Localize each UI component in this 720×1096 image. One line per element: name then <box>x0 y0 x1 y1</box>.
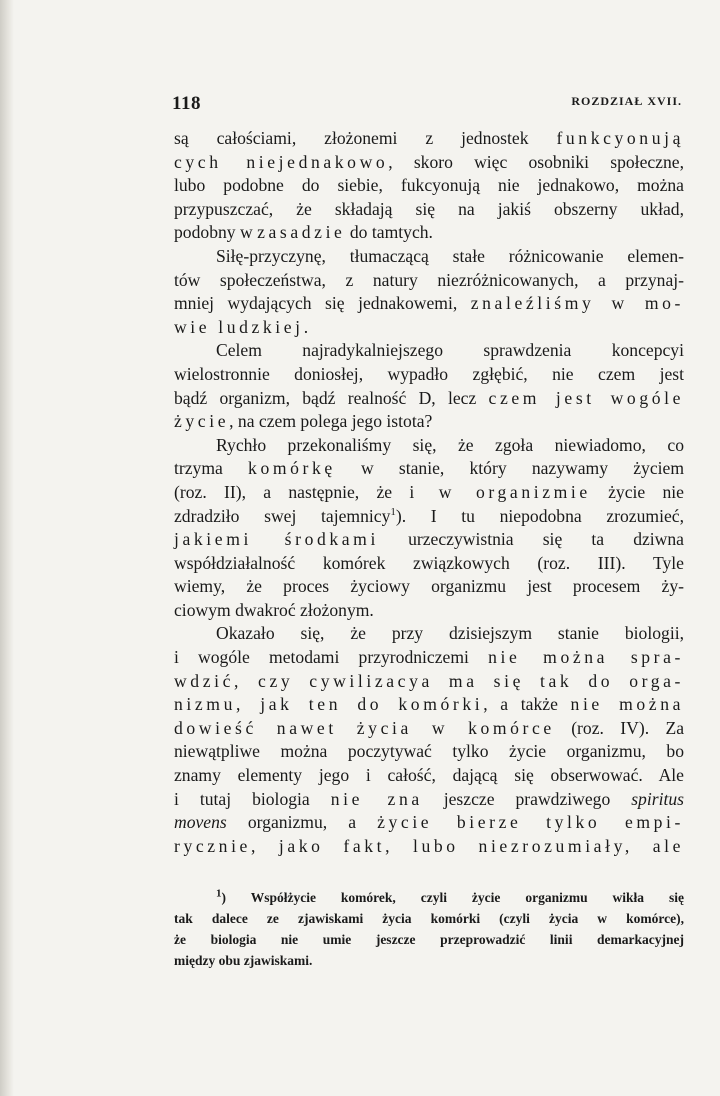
footnote-ref: 1 <box>390 505 396 518</box>
text-line: zdradziło swej tajemnicy$^1$). I tu niepodobna zrozumieć, <box>174 505 685 526</box>
text-line: cych niejednakowo, skoro więc osobniki społeczne, <box>174 151 684 172</box>
text-line: Okazało się, że przy dzisiejszym stanie biologii, <box>216 623 684 644</box>
text-line: tów społeczeństwa, z natury niezróżnicowanych, a przynaj- <box>174 269 684 290</box>
footnote-line: między obu zjawiskami. <box>174 953 313 968</box>
running-head: ROZDZIAŁ XVII. <box>571 94 682 108</box>
text-line: (roz. II), a następnie, że i w organizmie życie nie <box>174 481 684 502</box>
footnote <box>174 887 684 971</box>
text-line: i tutaj biologia nie zna jeszcze prawdziwego spiritus <box>174 788 685 809</box>
text-line: Celem najradykalniejszego sprawdzenia koncepcyi <box>216 340 684 361</box>
footnote-mark: 1 <box>216 887 222 900</box>
text-line: przypuszczać, że składają się na jakiś obszerny układ, <box>174 198 684 219</box>
body-text <box>174 127 684 858</box>
text-line: wiemy, że proces życiowy organizmu jest procesem ży- <box>174 576 684 597</box>
text-line: ciowym dwakroć złożonym. <box>174 599 374 620</box>
footnote-line: $^1$) Współżycie komórek, czyli życie organizmu wikła się <box>216 887 684 905</box>
text-line: Siłę-przyczynę, tłumaczącą stałe różnicowanie elemen- <box>216 245 684 266</box>
text-line: wdzić, czy cywilizacya ma się tak do orga- <box>174 670 684 691</box>
text-line: Rychło przekonaliśmy się, że zgoła niewiadomo, co <box>216 434 684 455</box>
text-line: bądź organizm, bądź realność D, lecz czem jest wogóle <box>174 387 685 408</box>
page-number: 118 <box>172 93 201 114</box>
page-gutter-shadow <box>0 0 14 1096</box>
text-line: są całościami, złożonemi z jednostek funkcyonują <box>174 128 684 148</box>
text-line: podobny w zasadzie do tamtych. <box>174 222 433 243</box>
footnote-line: tak dalece ze zjawiskami życia komórki (czyli życia w komórce), <box>174 911 684 926</box>
text-line: nizmu, jak ten do komórki, a także nie można <box>174 694 684 715</box>
text-line: niewątpliwe można poczytywać tylko życie organizmu, bo <box>174 741 684 762</box>
text-line: mniej wydających się jednakowemi, znaleźliśmy w mo- <box>174 293 684 314</box>
text-line: jakiemi środkami urzeczywistnia się ta dziwna <box>174 529 684 550</box>
text-line: wie ludzkiej. <box>174 316 309 337</box>
text-line: trzyma komórkę w stanie, który nazywamy życiem <box>174 458 685 479</box>
text-line: wielostronnie doniosłej, wypadło zgłębić, nie czem jest <box>174 363 684 384</box>
text-line: znamy elementy jego i całość, dającą się obserwować. Ale <box>174 765 684 786</box>
text-line: rycznie, jako fakt, lubo niezrozumiały, ale <box>174 835 684 856</box>
text-line: movens organizmu, a życie bierze tylko empi- <box>174 812 684 833</box>
text-line: współdziałalność komórek związkowych (roz. III). Tyle <box>174 552 684 573</box>
text-line: życie, na czem polega jego istota? <box>174 411 433 432</box>
text-line: dowieść nawet życia w komórce (roz. IV). Za <box>174 717 684 738</box>
text-line: lubo podobne do siebie, fukcyonują nie jednakowo, można <box>174 175 684 196</box>
text-line: i wogóle metodami przyrodniczemi nie można spra- <box>174 647 684 668</box>
footnote-line: że biologia nie umie jeszcze przeprowadzić linii demarkacyjnej <box>174 932 684 947</box>
